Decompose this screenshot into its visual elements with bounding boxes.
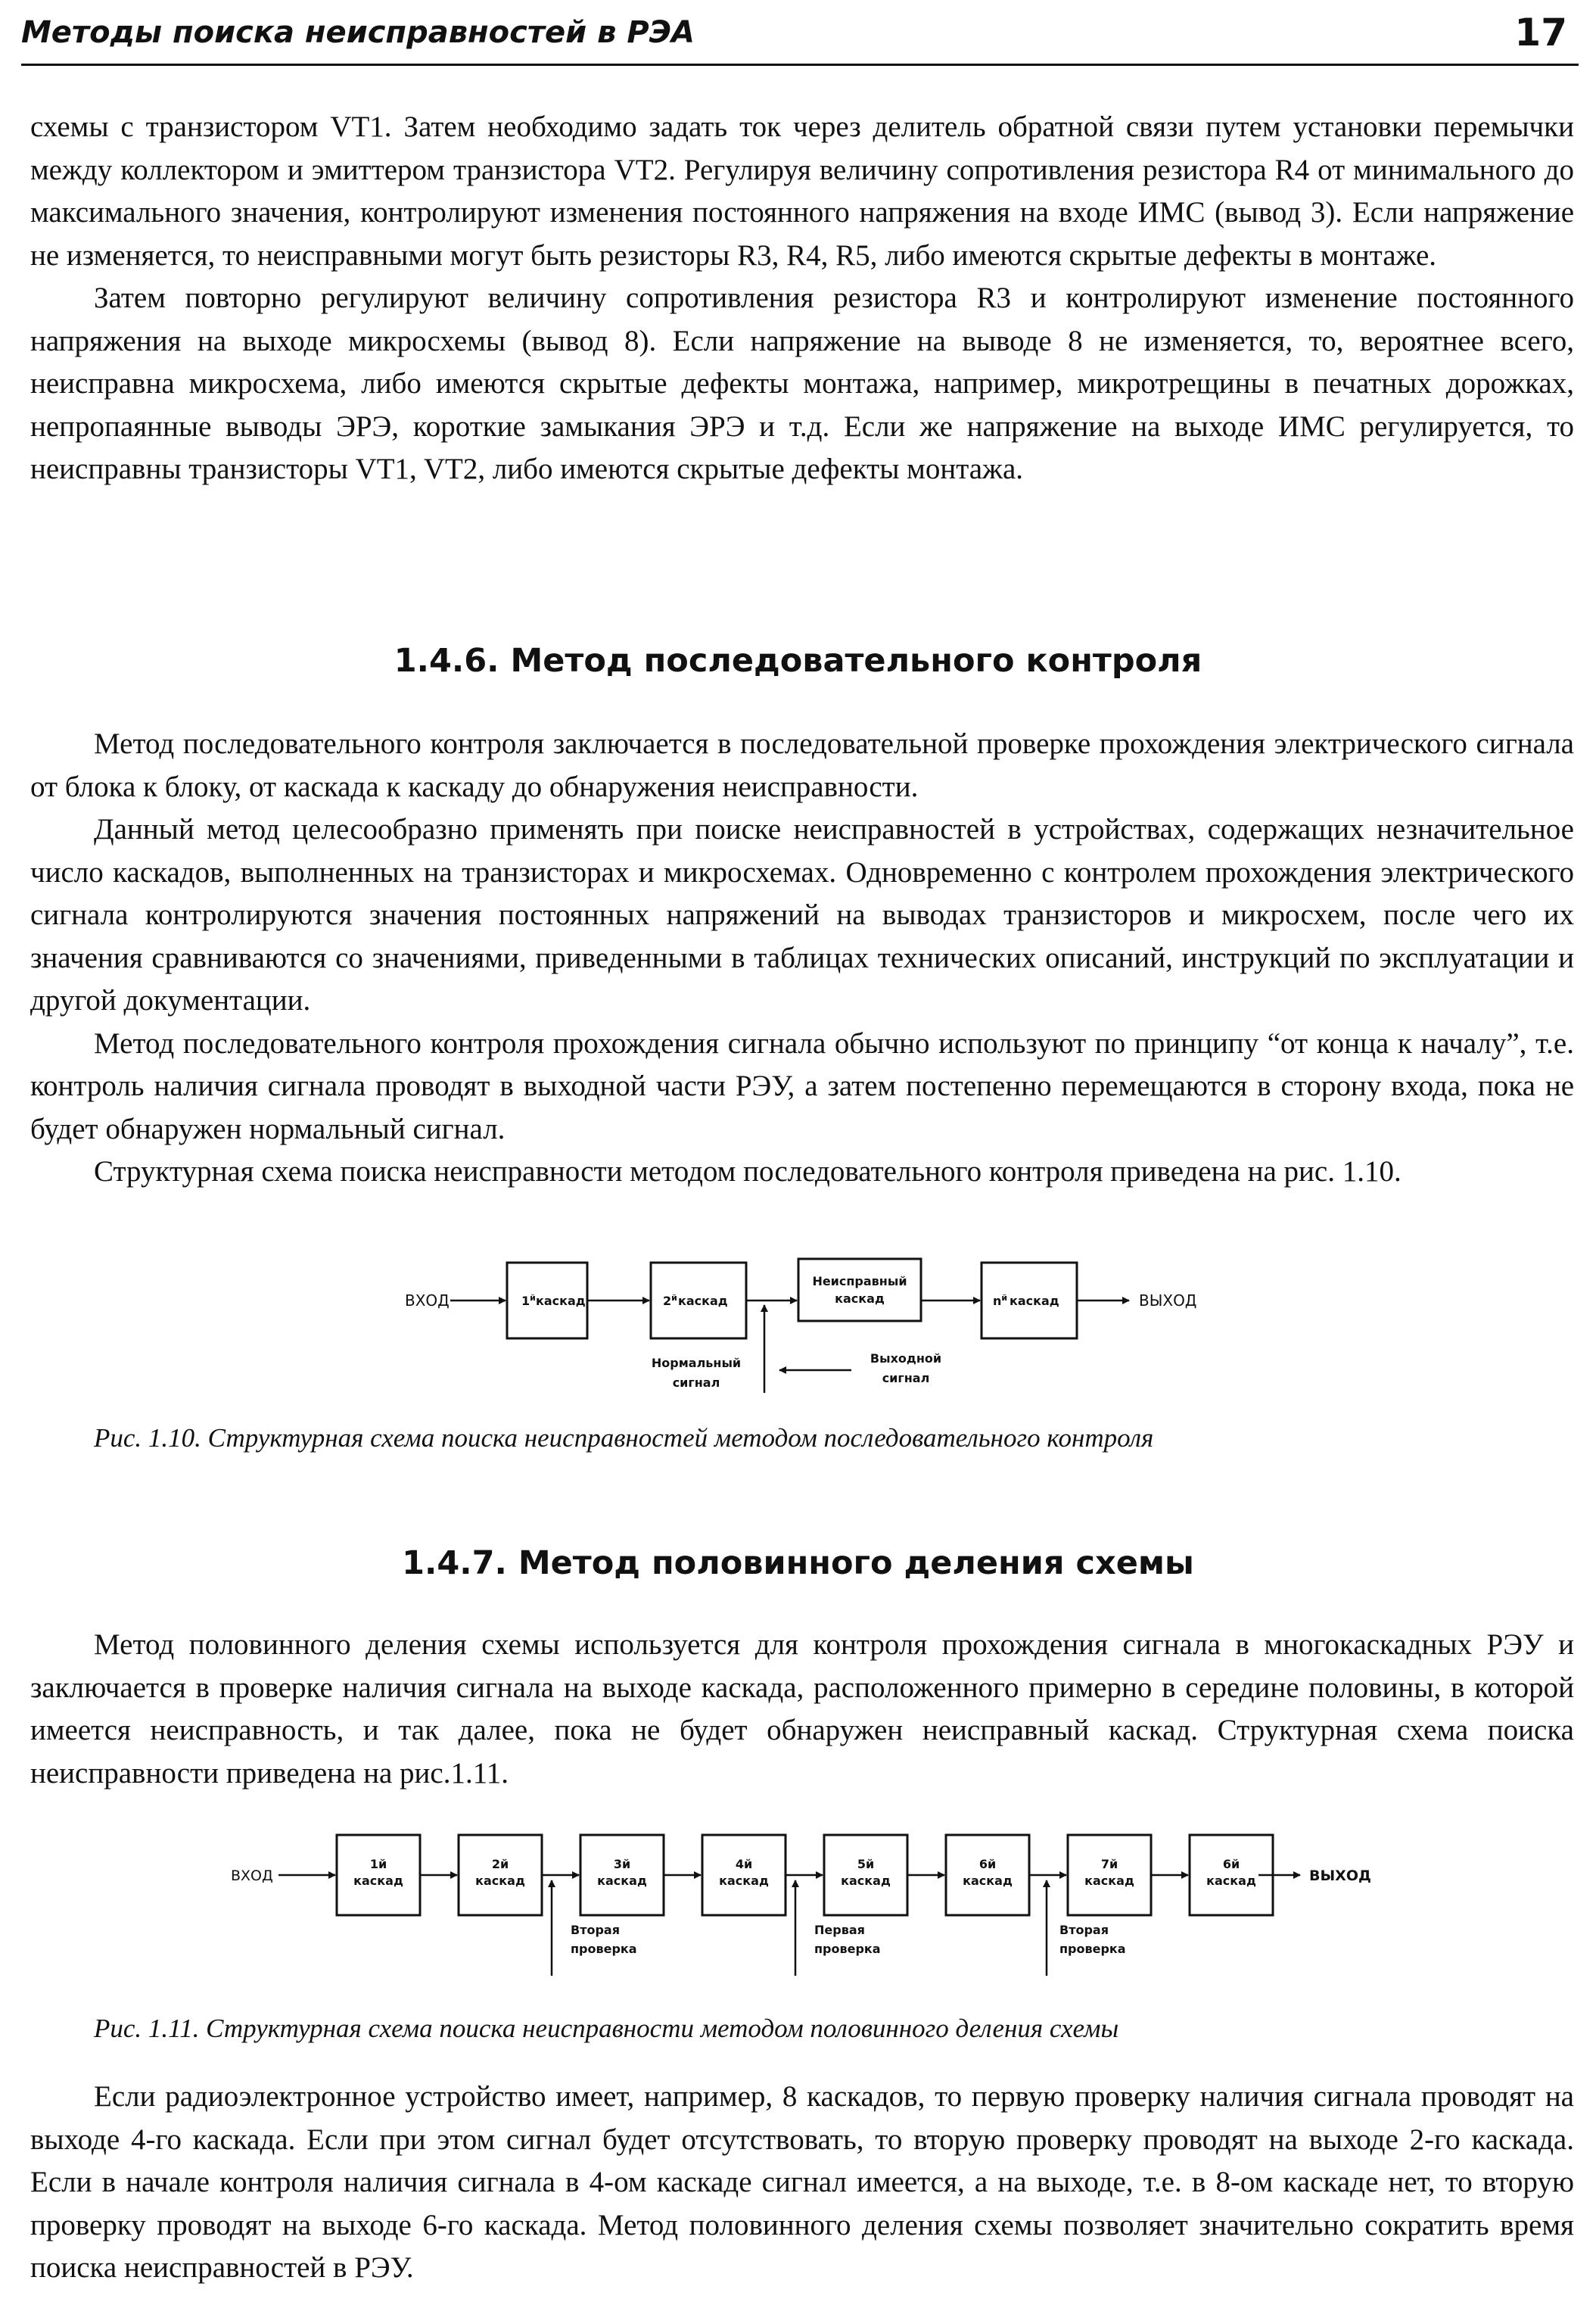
cascade-box-1-num: $1^й$: [521, 1293, 536, 1308]
section-147-text: [30, 1624, 1574, 1795]
paragraph: схемы с транзистором VT1. Затем необходимо задать ток через делитель обратной связи путем установки перемычки между коллектором и эмиттером транзистора VT2. Регулируя величину сопротивления резистора R4 от минимального до максимального значения, контролируют изменения постоянного напряжения на входе ИМС (вывод 3). Если напряжение не изменяется, то неисправными могут быть резисторы R3, R4, R5, либо имеются скрытые дефекты в монтаже.: [30, 111, 1574, 272]
section-146-text: [30, 723, 1574, 1194]
cascade-box-label: каскад: [1206, 1874, 1256, 1888]
paragraph: Если радиоэлектронное устройство имеет, например, 8 каскадов, то первую проверку наличия сигнала проводят на выходе 4-го каскада. Если при этом сигнал будет отсутствовать, то вторую проверку проводят на выходе 2-го каскада. Если в начале контроля наличия сигнала в 4-ом каскаде сигнал имеется, а на выходе, т.е. в 8-ом каскаде нет, то вторую проверку проводят на выходе 6-го каскада. Метод половинного деления схемы позволяет значительно сократить время поиска неисправностей в РЭУ.: [30, 2080, 1574, 2284]
header-rule: [21, 64, 1579, 66]
cascade-box-label: каскад: [597, 1874, 647, 1888]
check-3-label-1: Вторая: [1059, 1923, 1109, 1937]
cascade-box-number: 6й: [978, 1857, 997, 1871]
faulty-cascade-box: [798, 1259, 921, 1321]
cascade-box-label: каскад: [719, 1874, 769, 1888]
figure-1-10-caption: Рис. 1.10. Структурная схема поиска неисправностей методом последовательного контроля: [94, 1423, 1154, 1453]
cascade-box-number: 6й: [1222, 1857, 1240, 1871]
fig110-input-label: ВХОД: [405, 1291, 450, 1310]
cascade-box-label: каскад: [353, 1874, 403, 1888]
page-number: 17: [1514, 11, 1567, 55]
intro-text: [30, 106, 1574, 491]
output-signal-label-1: Выходной: [870, 1351, 942, 1366]
paragraph: Структурная схема поиска неисправности методом последовательного контроля приведена на рис. 1.10.: [94, 1155, 1402, 1188]
cascade-box-2-num: $2^й$: [663, 1293, 677, 1308]
cascade-box-label: каскад: [963, 1874, 1013, 1888]
fig111-output-label: ВЫХОД: [1309, 1867, 1371, 1884]
paragraph: Метод половинного деления схемы используется для контроля прохождения сигнала в многокаскадных РЭУ и заключается в проверке наличия сигнала на выходе каскада, расположенного примерно в середине половины, в которой имеется неисправность, и так далее, пока не будет обнаружен неисправный каскад. Структурная схема поиска неисправности приведена на рис.1.11.: [30, 1628, 1574, 1790]
fig111-input-label: ВХОД: [231, 1867, 273, 1884]
cascade-box-number: 2й: [491, 1857, 509, 1871]
normal-signal-label-2: сигнал: [672, 1375, 720, 1390]
closing-text: [30, 2076, 1574, 2290]
cascade-box-number: 5й: [857, 1857, 875, 1871]
check-1-label-1: Вторая: [571, 1923, 620, 1937]
normal-signal-label-1: Нормальный: [651, 1356, 742, 1370]
output-signal-label-2: сигнал: [882, 1371, 930, 1385]
faulty-cascade-label-1: Неисправный: [812, 1274, 907, 1288]
cascade-box-number: 7й: [1100, 1857, 1118, 1871]
paragraph: Затем повторно регулируют величину сопротивления резистора R3 и контролируют изменение постоянного напряжения на выходе микросхемы (вывод 8). Если напряжение на выводе 8 не изменяется, то, вероятнее всего, неисправна микросхема, либо имеются скрытые дефекты монтажа, например, микротрещины в печатных дорожках, непропаянные выводы ЭРЭ, короткие замыкания ЭРЭ и т.д. Если же напряжение на выходе ИМС регулируется, то неисправны транзисторы VT1, VT2, либо имеются скрытые дефекты монтажа.: [30, 282, 1574, 485]
paragraph: Данный метод целесообразно применять при поиске неисправностей в устройствах, содержащих незначительное число каскадов, выполненных на транзисторах и микросхемах. Одновременно с контролем прохождения электрического сигнала контролируются значения постоянных напряжений на выводах транзисторов и микросхем, после чего их значения сравниваются со значениями, приведенными в таблицах технических описаний, инструкций по эксплуатации и другой документации.: [30, 813, 1574, 1017]
cascade-box-label: каскад: [475, 1874, 525, 1888]
cascade-box-n-num: $n^й$: [993, 1293, 1008, 1308]
cascade-box-n-label: каскад: [1010, 1294, 1059, 1308]
cascade-box-number: 3й: [613, 1857, 631, 1871]
faulty-cascade-label-2: каскад: [835, 1291, 885, 1306]
paragraph: Метод последовательного контроля прохождения сигнала обычно используют по принципу “от конца к началу”, т.е. контроль наличия сигнала проводят в выходной части РЭУ, а затем постепенно перемещаются в сторону входа, пока не будет обнаружен нормальный сигнал.: [30, 1026, 1574, 1145]
cascade-box-label: каскад: [1084, 1874, 1134, 1888]
figure-1-10-diagram: [0, 1241, 1596, 1408]
check-2-label-2: проверка: [814, 1942, 881, 1956]
figure-1-11-diagram: [0, 1817, 1596, 1991]
figure-1-11-caption: Рис. 1.11. Структурная схема поиска неисправности методом половинного деления схемы: [94, 2014, 1119, 2043]
check-3-label-2: проверка: [1059, 1942, 1126, 1956]
check-2-label-1: Первая: [814, 1923, 865, 1937]
section-heading-146: 1.4.6. Метод последовательного контроля: [394, 642, 1202, 680]
running-title: Методы поиска неисправностей в РЭА: [21, 15, 695, 50]
cascade-box-number: 4й: [735, 1857, 753, 1871]
cascade-box-1-label: каскад: [536, 1294, 586, 1308]
fig110-output-label: ВЫХОД: [1139, 1291, 1197, 1310]
paragraph: Метод последовательного контроля заключается в последовательной проверке прохождения электрического сигнала от блока к блоку, от каскада к каскаду до обнаружения неисправности.: [30, 727, 1574, 803]
check-1-label-2: проверка: [571, 1942, 637, 1956]
cascade-box-number: 1й: [369, 1857, 387, 1871]
cascade-box-label: каскад: [841, 1874, 891, 1888]
cascade-chain: [337, 1835, 1273, 1915]
section-heading-147: 1.4.7. Метод половинного деления схемы: [402, 1544, 1194, 1582]
cascade-box-2-label: каскад: [678, 1294, 728, 1308]
